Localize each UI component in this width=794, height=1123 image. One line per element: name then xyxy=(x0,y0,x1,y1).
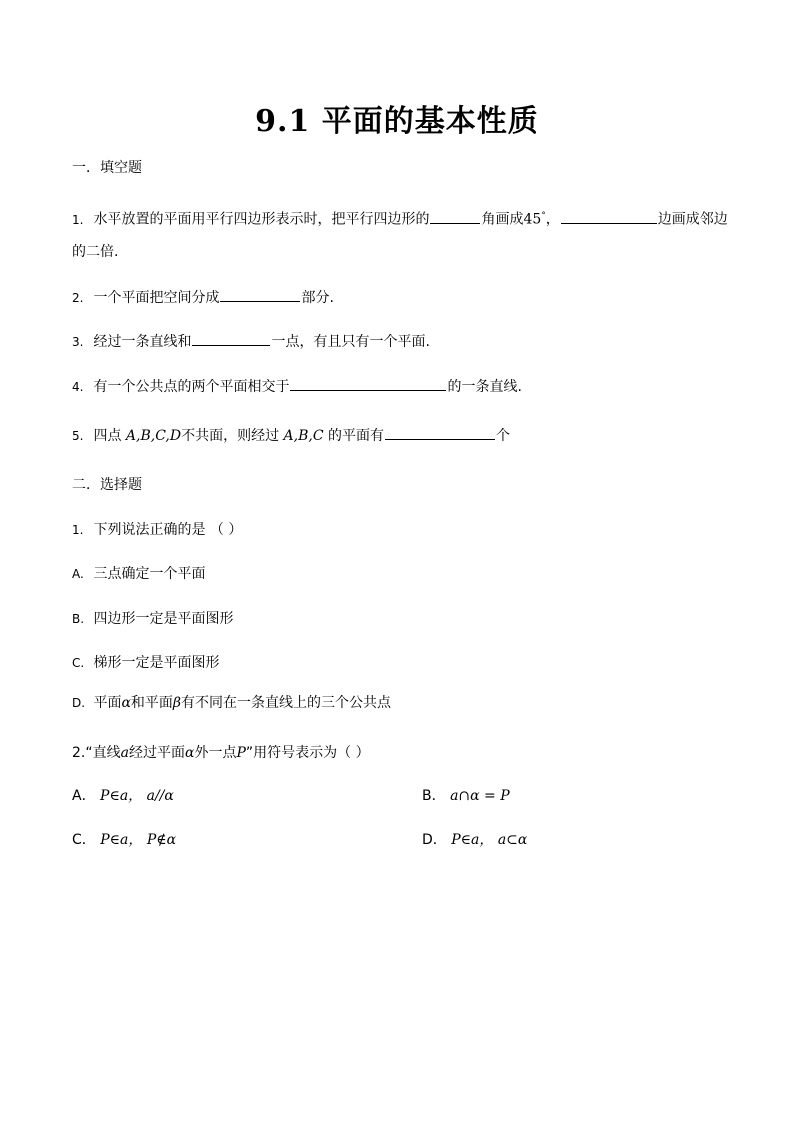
q2-option-c[interactable] xyxy=(72,830,176,850)
option-label: A． xyxy=(72,788,96,804)
question-text: 下列说法正确的是 （ ） xyxy=(93,522,243,538)
option-a[interactable] xyxy=(72,564,205,584)
option-label: C. xyxy=(72,656,85,670)
option-text: 和平面 xyxy=(130,695,173,711)
alpha-symbol: α xyxy=(121,695,131,711)
q2-option-b[interactable] xyxy=(422,786,510,806)
option-label: D. xyxy=(72,696,86,710)
option-math: P∈a， a//α xyxy=(100,788,174,804)
question-text: 一个平面把空间分成 xyxy=(93,290,220,306)
question-text: 的平面有 xyxy=(328,428,385,444)
option-b[interactable] xyxy=(72,609,233,629)
option-c[interactable] xyxy=(72,653,219,673)
option-label: D． xyxy=(422,832,447,848)
page-title: 9.1 平面的基本性质 xyxy=(255,104,539,139)
answer-blank[interactable] xyxy=(561,209,657,224)
question-text: 外一点 xyxy=(194,745,237,761)
point-symbol: P xyxy=(236,745,246,761)
angle-value: 45 xyxy=(523,211,542,228)
question-number: 2. xyxy=(72,291,84,305)
points-expression: A,B,C xyxy=(283,428,324,444)
question-text: ， xyxy=(545,211,560,228)
question-4-fill xyxy=(72,376,522,397)
option-d[interactable] xyxy=(72,693,391,713)
option-label: B. xyxy=(72,612,85,626)
question-text: 四点 xyxy=(93,428,122,444)
degree-symbol: ° xyxy=(541,211,546,221)
option-text: 三点确定一个平面 xyxy=(93,566,206,582)
option-math: a∩α = P xyxy=(450,788,510,804)
question-number: 1. xyxy=(72,523,84,537)
question-text: 的一条直线. xyxy=(447,379,522,395)
question-text: 部分. xyxy=(301,290,334,306)
question-text: 水平放置的平面用平行四边形表示时，把平行四边形的 xyxy=(93,211,430,228)
option-label: B． xyxy=(422,788,446,804)
line-symbol: a xyxy=(120,745,129,761)
question-text: 个 xyxy=(496,428,511,444)
question-text: 边画成邻边 xyxy=(657,211,728,228)
answer-blank[interactable] xyxy=(220,287,300,302)
question-number: 1. xyxy=(72,212,84,227)
option-math: P∈a， a⊂α xyxy=(451,832,528,848)
question-text: ”用符号表示为（ ） xyxy=(245,745,370,761)
q2-option-d[interactable] xyxy=(422,830,527,850)
option-math: P∈a， P∉α xyxy=(100,832,177,848)
question-2-fill xyxy=(72,287,334,308)
question-number: 4. xyxy=(72,380,84,394)
question-number: 3. xyxy=(72,335,84,349)
question-1-choice xyxy=(72,520,242,540)
option-label: A. xyxy=(72,567,84,581)
answer-blank[interactable] xyxy=(385,425,495,440)
option-text: 四边形一定是平面图形 xyxy=(93,611,234,627)
question-number: 5. xyxy=(72,429,84,443)
section-heading-fill-in: 一．填空题 xyxy=(72,160,142,176)
alpha-symbol: α xyxy=(184,745,195,761)
option-text: 梯形一定是平面图形 xyxy=(93,655,220,671)
question-2-choice xyxy=(72,743,370,763)
option-text: 平面 xyxy=(93,695,122,711)
question-text: 一点，有且只有一个平面. xyxy=(271,334,430,350)
answer-blank[interactable] xyxy=(430,209,480,224)
question-text: 有一个公共点的两个平面相交于 xyxy=(93,379,290,395)
question-1-continuation: 的二倍. xyxy=(72,244,119,260)
beta-symbol: β xyxy=(172,695,182,711)
answer-blank[interactable] xyxy=(290,376,446,391)
question-3-fill xyxy=(72,331,430,352)
points-expression: A,B,C,D xyxy=(125,428,182,444)
question-text: 角画成 xyxy=(481,211,524,228)
option-text: 有不同在一条直线上的三个公共点 xyxy=(181,695,392,711)
question-text: 经过一条直线和 xyxy=(93,334,192,350)
question-text: 2.“直线 xyxy=(72,745,121,761)
question-1-fill xyxy=(72,206,728,230)
section-heading-choice: 二．选择题 xyxy=(72,477,142,493)
option-label: C． xyxy=(72,832,96,848)
question-text: 不共面，则经过 xyxy=(181,428,280,444)
answer-blank[interactable] xyxy=(192,331,270,346)
question-text: 经过平面 xyxy=(128,745,185,761)
q2-option-a[interactable] xyxy=(72,786,174,806)
question-5-fill xyxy=(72,425,510,446)
